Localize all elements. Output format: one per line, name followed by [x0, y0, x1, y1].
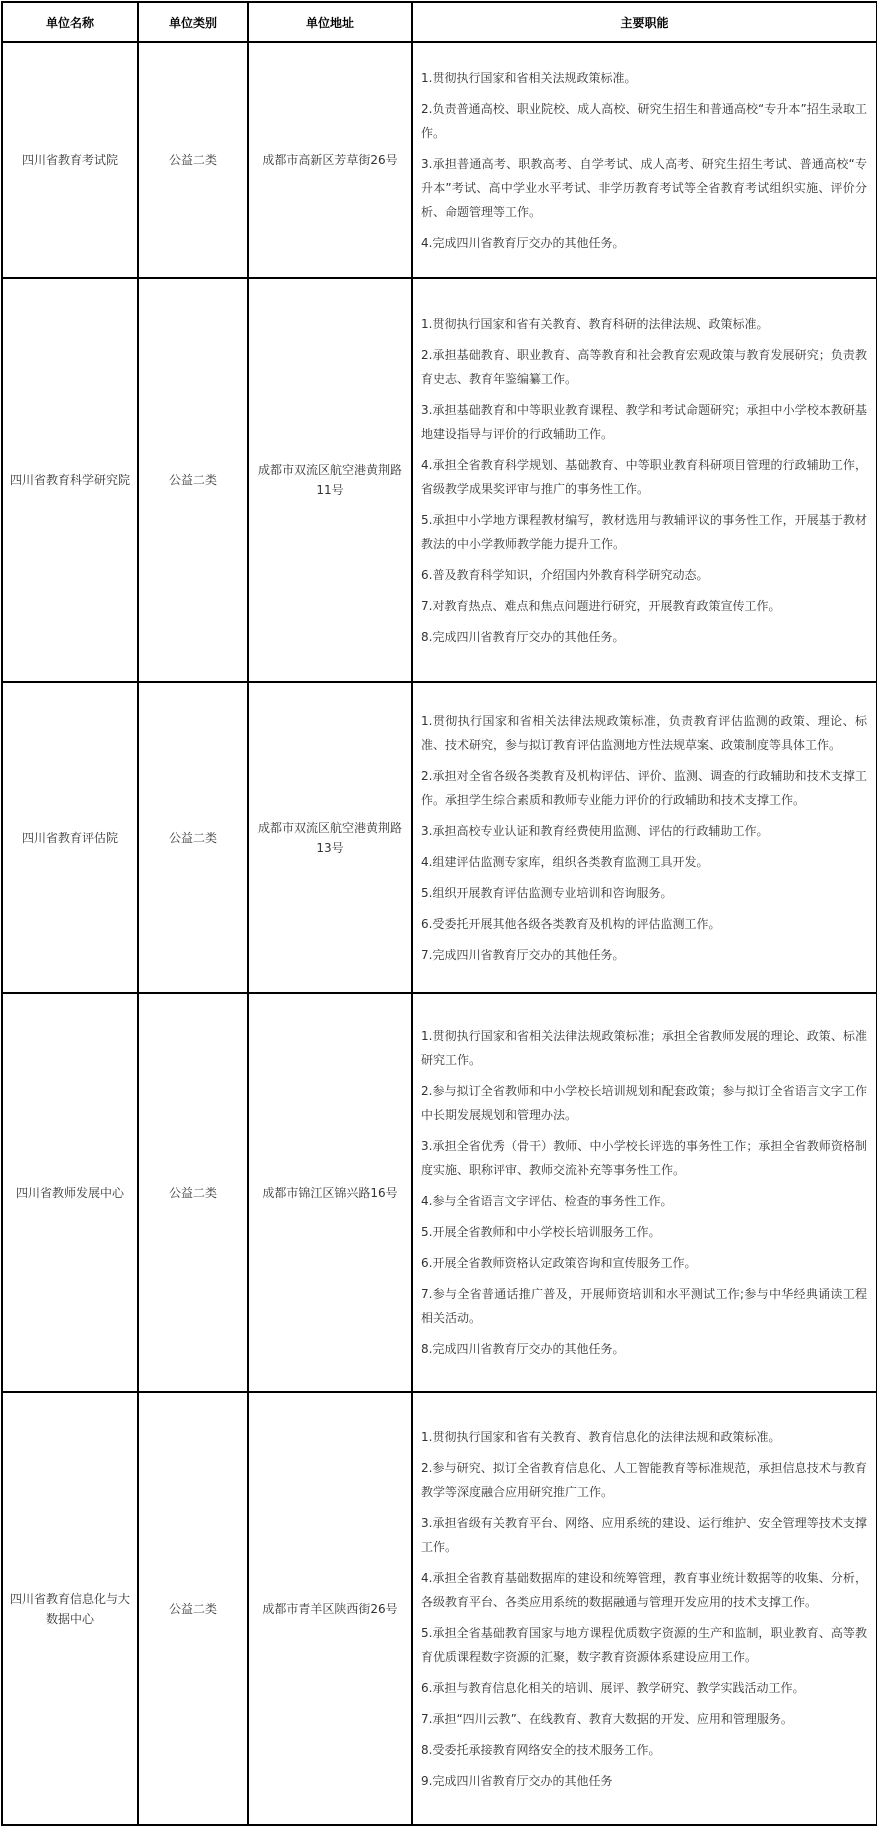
function-item: 7.参与全省普通话推广普及，开展师资培训和水平测试工作;参与中华经典诵读工程相关活动。	[421, 1287, 867, 1325]
function-item: 3.承担高校专业认证和教育经费使用监测、评估的行政辅助工作。	[421, 823, 769, 838]
header-row	[2, 2, 877, 42]
unit-address: 成都市锦江区锦兴路16号	[248, 993, 412, 1392]
function-item: 1.贯彻执行国家和省有关教育、教育科研的法律法规、政策标准。	[421, 316, 769, 331]
table-row	[2, 278, 877, 682]
function-item: 2.负责普通高校、职业院校、成人高校、研究生招生和普通高校“专升本”招生录取工作。	[421, 101, 867, 140]
function-item: 4.承担全省教育科学规划、基础教育、中等职业教育科研项目管理的行政辅助工作，省级教学成果奖评审与推广的事务性工作。	[421, 457, 867, 496]
unit-address: 成都市高新区芳草街26号	[248, 42, 412, 278]
function-item: 6.开展全省教师资格认定政策咨询和宣传服务工作。	[421, 1256, 697, 1270]
function-item: 2.承担基础教育、职业教育、高等教育和社会教育宏观政策与教育发展研究；负责教育史志、教育年鉴编纂工作。	[421, 347, 867, 386]
unit-address: 成都市双流区航空港黄荆路13号	[248, 682, 412, 993]
unit-name: 四川省教师发展中心	[2, 993, 138, 1392]
unit-name: 四川省教育考试院	[2, 42, 138, 278]
unit-name: 四川省教育信息化与大数据中心	[2, 1392, 138, 1825]
function-item: 2.参与拟订全省教师和中小学校长培训规划和配套政策；参与拟订全省语言文字工作中长期发展规划和管理办法。	[421, 1084, 867, 1122]
function-item: 1.贯彻执行国家和省相关法律法规政策标准；承担全省教师发展的理论、政策、标准研究工作。	[421, 1029, 867, 1067]
header-unit-category: 单位类别	[138, 2, 248, 42]
unit-category: 公益二类	[138, 42, 248, 278]
function-item: 1.贯彻执行国家和省有关教育、教育信息化的法律法规和政策标准。	[421, 1429, 781, 1444]
table-body	[2, 42, 877, 1825]
header-unit-name: 单位名称	[2, 2, 138, 42]
function-item: 5.承担中小学地方课程教材编写，教材选用与教辅评议的事务性工作，开展基于教材教法的中小学教师教学能力提升工作。	[421, 512, 867, 551]
function-item: 5.承担全省基础教育国家与地方课程优质数字资源的生产和监制，职业教育、高等教育优质课程数字资源的汇聚，数字教育资源体系建设应用工作。	[421, 1625, 867, 1664]
function-item: 6.受委托开展其他各级各类教育及机构的评估监测工作。	[421, 916, 721, 931]
function-item: 3.承担普通高考、职教高考、自学考试、成人高考、研究生招生考试、普通高校“专升本”考试、高中学业水平考试、非学历教育考试等全省教育考试组织实施、评价分析、命题管理等工作。	[421, 156, 867, 219]
function-item: 3.承担基础教育和中等职业教育课程、教学和考试命题研究；承担中小学校本教研基地建设指导与评价的行政辅助工作。	[421, 402, 867, 441]
function-item: 7.完成四川省教育厅交办的其他任务。	[421, 947, 625, 962]
header-unit-functions: 主要职能	[412, 2, 877, 42]
function-item: 4.承担全省教育基础数据库的建设和统筹管理，教育事业统计数据等的收集、分析，各级教育平台、各类应用系统的数据融通与管理开发应用的技术支撑工作。	[421, 1570, 867, 1609]
function-item: 7.对教育热点、难点和焦点问题进行研究，开展教育政策宣传工作。	[421, 598, 781, 613]
function-item: 4.参与全省语言文字评估、检查的事务性工作。	[421, 1194, 673, 1208]
function-item: 8.完成四川省教育厅交办的其他任务。	[421, 1342, 625, 1356]
function-item: 4.完成四川省教育厅交办的其他任务。	[421, 235, 625, 250]
function-item: 5.组织开展教育评估监测专业培训和咨询服务。	[421, 885, 673, 900]
table-row	[2, 682, 877, 993]
unit-functions	[412, 1392, 877, 1825]
table-row	[2, 42, 877, 278]
unit-functions	[412, 42, 877, 278]
unit-name: 四川省教育科学研究院	[2, 278, 138, 682]
function-item: 4.组建评估监测专家库，组织各类教育监测工具开发。	[421, 854, 709, 869]
function-item: 7.承担“四川云教”、在线教育、教育大数据的开发、应用和管理服务。	[421, 1711, 793, 1726]
table-row	[2, 993, 877, 1392]
function-item: 9.完成四川省教育厅交办的其他任务	[421, 1773, 613, 1788]
function-item: 3.承担全省优秀（骨干）教师、中小学校长评选的事务性工作；承担全省教师资格制度实施、职称评审、教师交流补充等事务性工作。	[421, 1139, 867, 1177]
function-item: 2.承担对全省各级各类教育及机构评估、评价、监测、调查的行政辅助和技术支撑工作。承担学生综合素质和教师专业能力评价的行政辅助和技术支撑工作。	[421, 768, 867, 807]
unit-category: 公益二类	[138, 1392, 248, 1825]
table-header	[2, 2, 877, 42]
table-row	[2, 1392, 877, 1825]
unit-address: 成都市双流区航空港黄荆路11号	[248, 278, 412, 682]
unit-category: 公益二类	[138, 993, 248, 1392]
unit-name: 四川省教育评估院	[2, 682, 138, 993]
function-item: 6.承担与教育信息化相关的培训、展评、教学研究、教学实践活动工作。	[421, 1680, 805, 1695]
unit-functions	[412, 682, 877, 993]
function-item: 6.普及教育科学知识，介绍国内外教育科学研究动态。	[421, 567, 709, 582]
unit-functions	[412, 993, 877, 1392]
unit-address: 成都市青羊区陕西街26号	[248, 1392, 412, 1825]
unit-category: 公益二类	[138, 682, 248, 993]
function-item: 8.受委托承接教育网络安全的技术服务工作。	[421, 1742, 661, 1757]
header-unit-address: 单位地址	[248, 2, 412, 42]
function-item: 1.贯彻执行国家和省相关法规政策标准。	[421, 70, 637, 85]
function-item: 2.参与研究、拟订全省教育信息化、人工智能教育等标准规范，承担信息技术与教育教学等深度融合应用研究推广工作。	[421, 1460, 867, 1499]
units-table	[1, 1, 877, 1826]
function-item: 3.承担省级有关教育平台、网络、应用系统的建设、运行维护、安全管理等技术支撑工作。	[421, 1515, 867, 1554]
function-item: 8.完成四川省教育厅交办的其他任务。	[421, 629, 625, 644]
function-item: 1.贯彻执行国家和省相关法律法规政策标准，负责教育评估监测的政策、理论、标准、技术研究，参与拟订教育评估监测地方性法规草案、政策制度等具体工作。	[421, 713, 867, 752]
function-item: 5.开展全省教师和中小学校长培训服务工作。	[421, 1225, 661, 1239]
unit-functions	[412, 278, 877, 682]
unit-category: 公益二类	[138, 278, 248, 682]
